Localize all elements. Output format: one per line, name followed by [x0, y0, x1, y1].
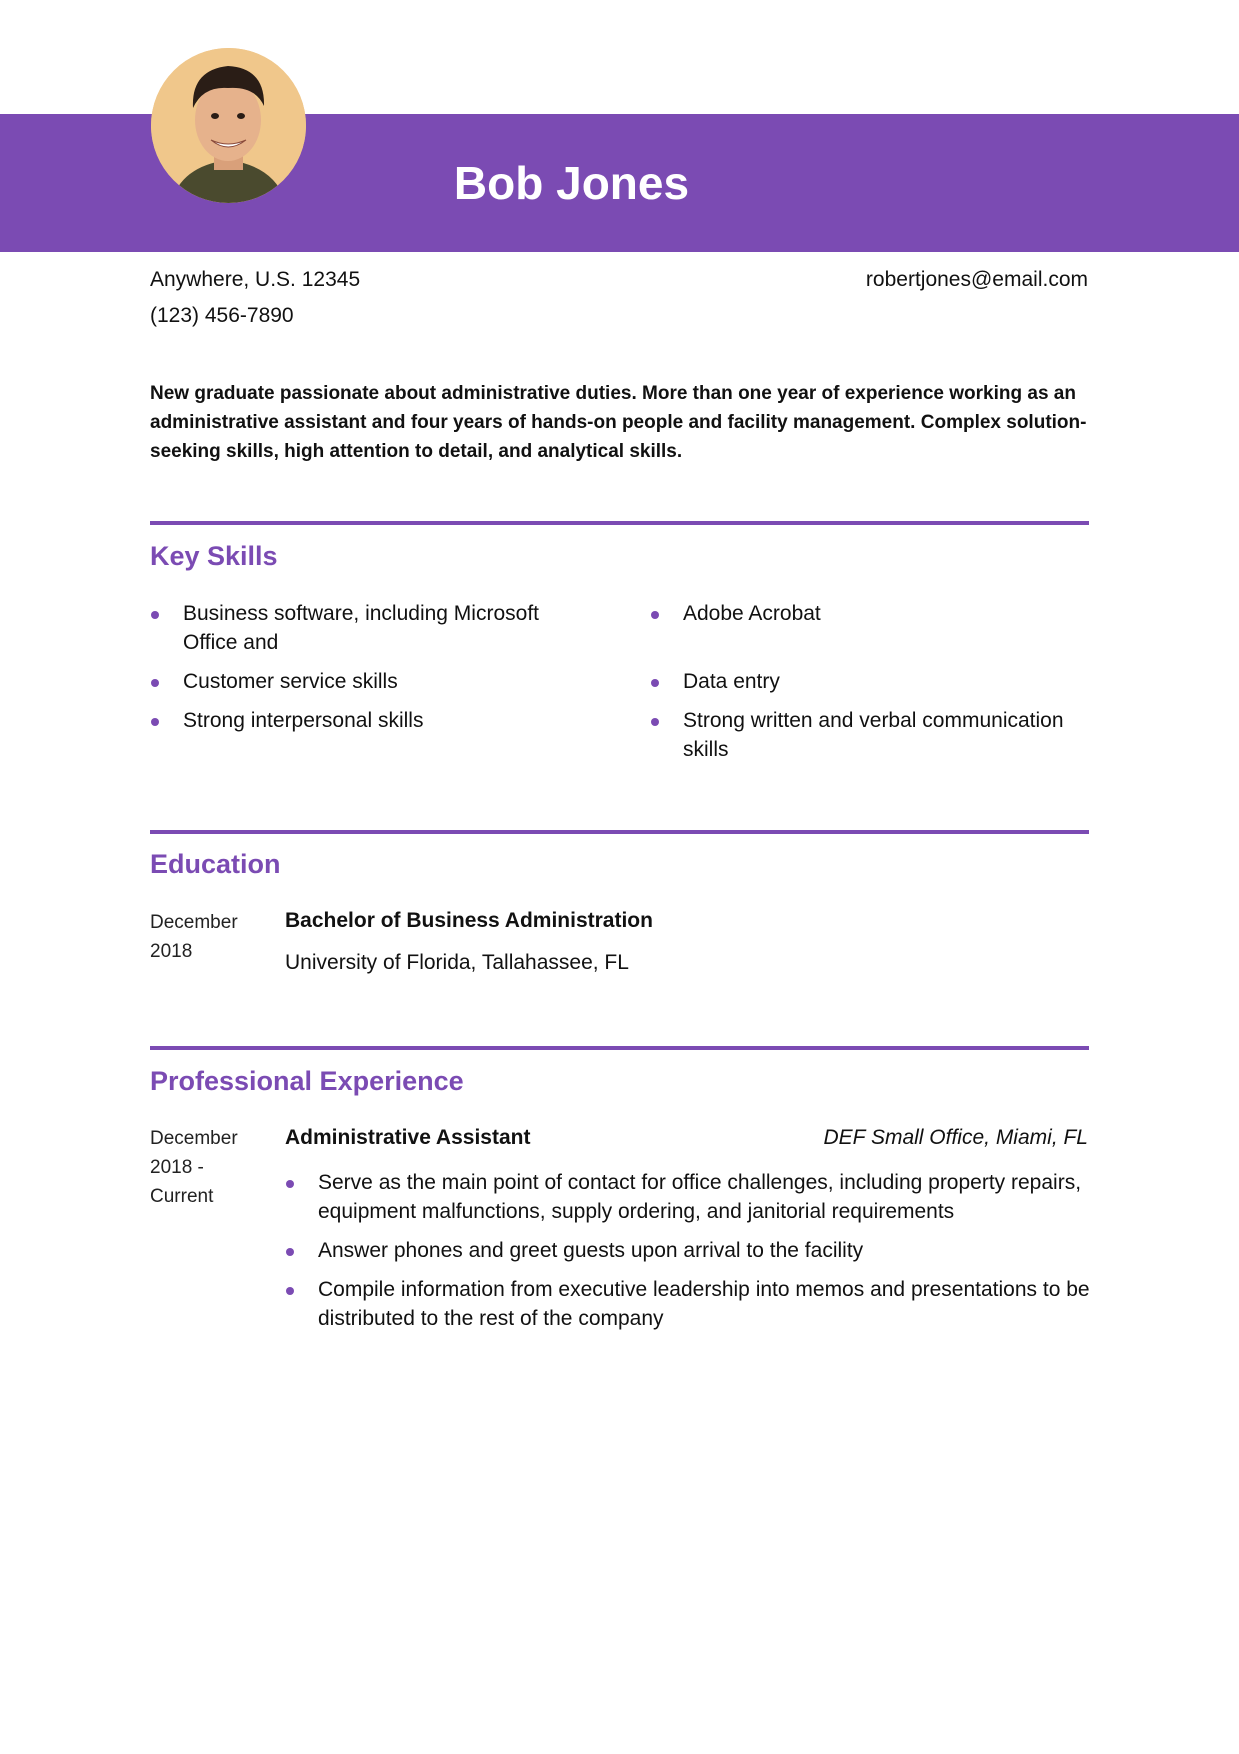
list-item: Business software, including Microsoft Office and [150, 599, 570, 657]
contact-email[interactable]: robertjones@email.com [865, 268, 1088, 291]
avatar-photo [151, 48, 306, 203]
job-title: Administrative Assistant [285, 1126, 531, 1149]
bullet-icon [151, 679, 159, 687]
bullet-icon [151, 718, 159, 726]
list-item: Customer service skills [150, 667, 570, 696]
section-divider [150, 521, 1089, 525]
company-location: DEF Small Office, Miami, FL [823, 1126, 1088, 1149]
school-name: University of Florida, Tallahassee, FL [285, 951, 629, 974]
list-item: Strong interpersonal skills [150, 706, 570, 735]
list-item: Adobe Acrobat [650, 599, 1095, 628]
profile-summary: New graduate passionate about administrative duties. More than one year of experience working as an administrative assistant and four years of hands-on people and facility management. Complex solution-seeking skills, high attention to detail, and analytical skills. [150, 383, 1087, 462]
list-item: Compile information from executive leadership into memos and presentations to be distributed to the rest of the company [285, 1275, 1095, 1333]
experience-heading: Professional Experience [150, 1066, 464, 1096]
bullet-icon [286, 1248, 294, 1256]
bullet-icon [151, 611, 159, 619]
degree-title: Bachelor of Business Administration [285, 909, 653, 932]
bullet-icon [651, 718, 659, 726]
section-divider [150, 1046, 1089, 1050]
section-divider [150, 830, 1089, 834]
list-item: Serve as the main point of contact for office challenges, including property repairs, equipment malfunctions, supply ordering, and janitorial requirements [285, 1168, 1095, 1226]
education-date: December 2018 [150, 912, 238, 962]
list-item: Data entry [650, 667, 1095, 696]
list-item: Strong written and verbal communication skills [650, 706, 1095, 764]
skills-list-left [150, 599, 570, 745]
skills-heading: Key Skills [150, 541, 278, 571]
contact-address: Anywhere, U.S. 12345 [150, 268, 361, 291]
candidate-name: Bob Jones [453, 157, 690, 209]
bullet-icon [651, 679, 659, 687]
bullet-icon [651, 611, 659, 619]
contact-phone: (123) 456-7890 [150, 304, 294, 327]
bullet-icon [286, 1180, 294, 1188]
education-heading: Education [150, 849, 281, 879]
experience-bullets [285, 1168, 1095, 1343]
skills-list-right [650, 599, 1095, 774]
experience-date: December 2018 - Current [150, 1128, 238, 1207]
person-photo-icon [151, 48, 306, 203]
bullet-icon [286, 1287, 294, 1295]
list-item: Answer phones and greet guests upon arrival to the facility [285, 1236, 1095, 1265]
